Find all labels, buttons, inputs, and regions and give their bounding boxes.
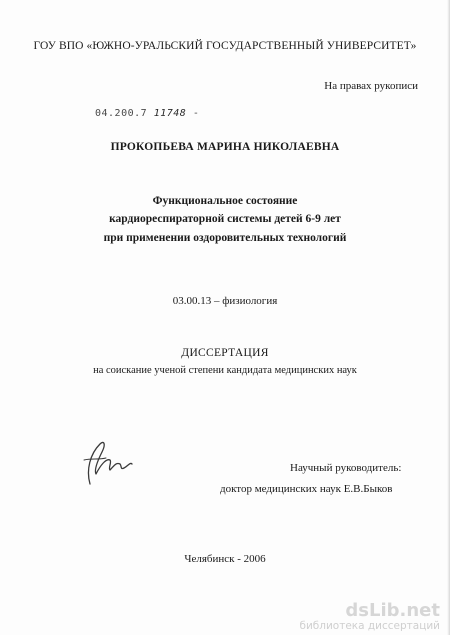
watermark-logo-suffix: .net	[399, 599, 440, 621]
watermark-logo-main: dsLib	[345, 599, 400, 621]
specialty-code: 03.00.13 – физиология	[172, 295, 278, 307]
supervisor-name: доктор медицинских наук Е.В.Быков	[220, 483, 393, 495]
thesis-title-line-2: кардиореспираторной системы детей 6-9 лет	[109, 213, 341, 225]
handwritten-signature-icon	[76, 430, 136, 490]
dslib-watermark	[299, 599, 440, 632]
library-stamp	[95, 108, 199, 119]
watermark-caption: библиотека диссертаций	[299, 619, 440, 632]
institution-name: ГОУ ВПО «ЮЖНО-УРАЛЬСКИЙ ГОСУДАРСТВЕННЫЙ УНИВЕРСИТЕТ»	[33, 40, 417, 52]
author-name: ПРОКОПЬЕВА МАРИНА НИКОЛАЕВНА	[110, 141, 340, 153]
stamp-dash: -	[192, 108, 200, 119]
thesis-title-line-3: при применении оздоровительных технологий	[103, 232, 347, 244]
stamp-handwritten-number: 11748	[153, 108, 187, 119]
city-year: Челябинск - 2006	[184, 553, 266, 565]
document-type: ДИССЕРТАЦИЯ	[181, 347, 269, 359]
supervisor-label: Научный руководитель:	[290, 462, 402, 474]
thesis-title-line-1: Функциональное состояние	[152, 195, 298, 207]
manuscript-rights-note: На правах рукописи	[324, 80, 418, 92]
watermark-logo	[299, 599, 440, 621]
stamp-printed-number: 04.200.7	[95, 108, 148, 119]
degree-description: на соискание ученой степени кандидата медицинских наук	[93, 365, 357, 376]
